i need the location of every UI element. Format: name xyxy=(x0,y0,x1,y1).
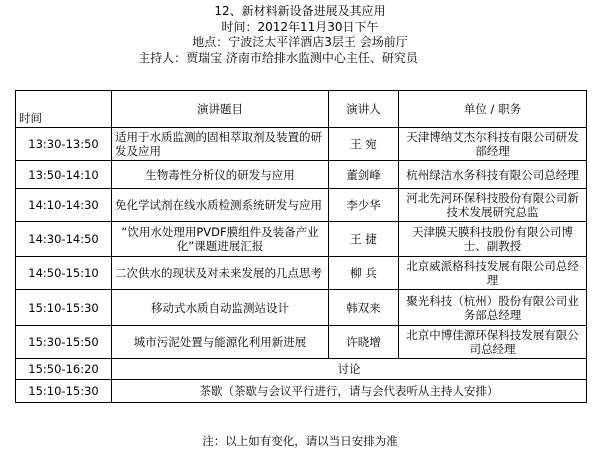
cell-topic: 移动式水质自动监测站设计 xyxy=(112,290,329,326)
cell-org: 杭州绿洁水务科技有限公司总经理 xyxy=(399,161,587,189)
cell-org: 聚光科技（杭州）股份有限公司业务部总经理 xyxy=(399,290,587,326)
cell-topic: “饮用水处理用PVDF膜组件及装备产业化”课题进展汇报 xyxy=(112,222,329,257)
footnote: 注：以上如有变化，请以当日安排为准 xyxy=(202,434,398,448)
table-row xyxy=(16,257,587,290)
cell-topic: 免化学试剂在线水质检测系统研发与应用 xyxy=(112,189,329,222)
cell-speaker: 许晓增 xyxy=(329,326,399,359)
cell-time: 15:50-16:20 xyxy=(16,359,112,380)
cell-topic: 城市污泥处置与能源化利用新进展 xyxy=(112,326,329,359)
cell-topic: 生物毒性分析仪的研发与应用 xyxy=(112,161,329,189)
session-location: 地点：宁波泛太平洋酒店3层王 会场前厅 xyxy=(192,35,408,49)
column-header-time: 时间 xyxy=(16,91,112,128)
cell-speaker: 王 捷 xyxy=(329,222,399,257)
discussion-row xyxy=(16,359,587,380)
cell-topic: 适用于水质监测的固相萃取剂及装置的研发及应用 xyxy=(112,128,329,161)
cell-time: 14:50-15:10 xyxy=(16,257,112,290)
cell-time: 15:10-15:30 xyxy=(16,380,112,403)
session-time: 时间：2012年11月30日下午 xyxy=(221,19,379,34)
table-row xyxy=(16,290,587,326)
cell-org: 天津博纳艾杰尔科技有限公司研发部经理 xyxy=(399,128,587,161)
table-row xyxy=(16,161,587,189)
schedule-table xyxy=(15,90,587,403)
tea-break-row xyxy=(16,380,587,403)
column-header-speaker: 演讲人 xyxy=(329,91,399,128)
cell-org: 河北先河环保科技股份有限公司新技术发展研究总监 xyxy=(399,189,587,222)
table-header-row xyxy=(16,91,587,128)
cell-topic: 二次供水的现状及对未来发展的几点思考 xyxy=(112,257,329,290)
cell-time: 15:10-15:30 xyxy=(16,290,112,326)
table-row xyxy=(16,222,587,257)
cell-time: 13:50-14:10 xyxy=(16,161,112,189)
cell-speaker: 董剑峰 xyxy=(329,161,399,189)
cell-speaker: 韩双来 xyxy=(329,290,399,326)
session-host: 主持人：贾瑞宝 济南市给排水监测中心主任、研究员 xyxy=(138,50,418,65)
cell-org: 北京中博佳源环保科技发展有限公司总经理 xyxy=(399,326,587,359)
cell-time: 13:30-13:50 xyxy=(16,128,112,161)
column-header-org: 单位 / 职务 xyxy=(399,91,587,128)
cell-time: 15:30-15:50 xyxy=(16,326,112,359)
cell-speaker: 柳 兵 xyxy=(329,257,399,290)
table-row xyxy=(16,128,587,161)
table-row xyxy=(16,189,587,222)
session-title: 12、新材料新设备进展及其应用 xyxy=(214,4,386,18)
cell-discussion: 讨论 xyxy=(112,359,587,380)
cell-time: 14:10-14:30 xyxy=(16,189,112,222)
cell-speaker: 李少华 xyxy=(329,189,399,222)
column-header-topic: 演讲题目 xyxy=(112,91,329,128)
cell-time: 14:30-14:50 xyxy=(16,222,112,257)
session-header xyxy=(0,4,600,66)
cell-speaker: 王 宛 xyxy=(329,128,399,161)
table-row xyxy=(16,326,587,359)
cell-tea-break: 茶歇（茶歇与会议平行进行，请与会代表听从主持人安排） xyxy=(112,380,587,403)
cell-org: 北京威派格科技发展有限公司总经理 xyxy=(399,257,587,290)
cell-org: 天津膜天膜科技股份有限公司博士、副教授 xyxy=(399,222,587,257)
